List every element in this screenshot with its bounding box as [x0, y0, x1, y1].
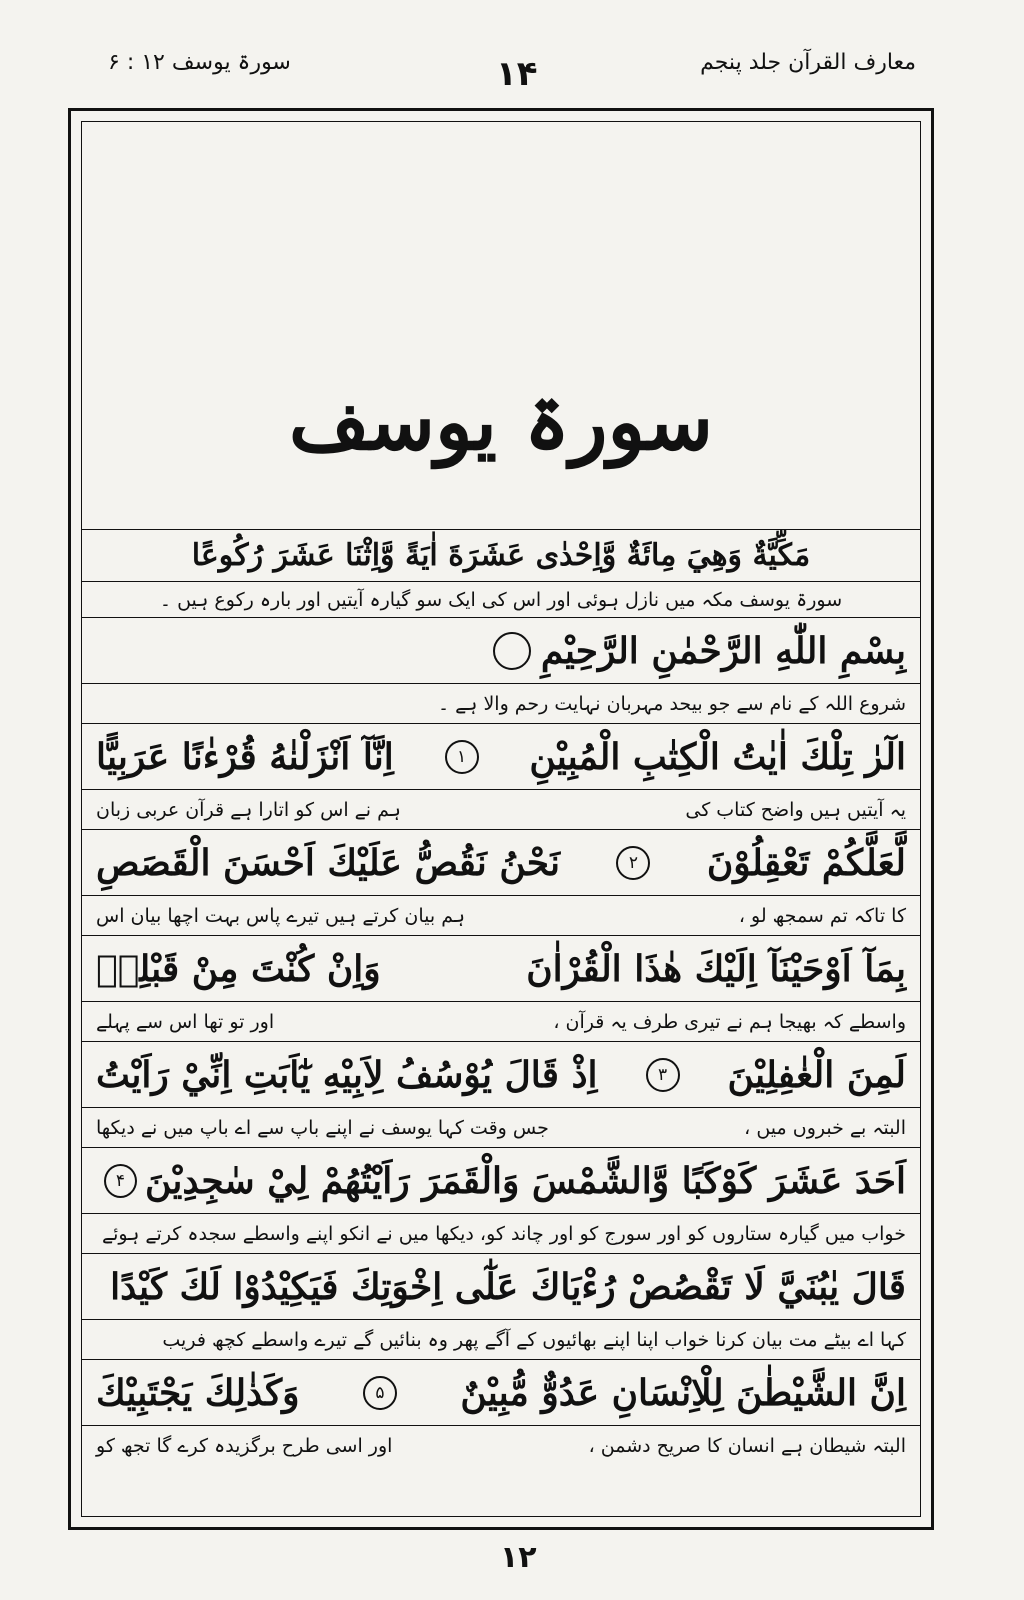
verse-urdu-part-b: ہم نے اس کو اتارا ہے قرآن عربی زبان — [96, 798, 401, 821]
verse-urdu-part-a: واسطے کہ بھیجا ہم نے تیری طرف یہ قرآن ، — [553, 1010, 906, 1033]
verse-number-marker: ۱ — [445, 740, 479, 774]
verse-arabic-row — [82, 1042, 920, 1108]
surah-title: سورۃ یوسف — [288, 377, 714, 468]
verse-urdu-row — [82, 1214, 920, 1254]
verse-arabic-part-a: الٓرٰ تِلْكَ اٰيٰتُ الْكِتٰبِ الْمُبِيْنِ — [529, 735, 906, 778]
verse-urdu-row — [82, 896, 920, 936]
verse-arabic-part-a: اِنَّ الشَّيْطٰنَ لِلْاِنْسَانِ عَدُوٌّ مُّبِيْنٌ — [460, 1371, 906, 1414]
book-title: معارف القرآن جلد پنجم — [700, 50, 916, 75]
verse-arabic-part-a: لَمِنَ الْغٰفِلِيْنَ — [727, 1053, 906, 1096]
verse-arabic-row — [82, 1148, 920, 1214]
verse-urdu-row — [82, 1426, 920, 1466]
verse-urdu-row — [82, 1320, 920, 1360]
bismillah-urdu-row — [82, 684, 920, 724]
verse-number-marker: ۳ — [646, 1058, 680, 1092]
verse-arabic-part-a: لَّعَلَّكُمْ تَعْقِلُوْنَ — [706, 841, 906, 884]
verse-urdu-part-a: کا تاکہ تم سمجھ لو ، — [738, 904, 906, 927]
intro-urdu: سورۃ یوسف مکہ میں نازل ہوئی اور اس کی ایک سو گیارہ آیتیں اور بارہ رکوع ہیں ۔ — [159, 588, 843, 611]
verse-number-marker: ۴ — [104, 1164, 137, 1198]
verse-arabic-row — [82, 724, 920, 790]
page-frame — [68, 108, 934, 1530]
intro-urdu-row — [82, 582, 920, 618]
bismillah-urdu: شروع اللہ کے نام سے جو بیحد مہربان نہایت رحم والا ہے ۔ — [437, 692, 906, 715]
verse-urdu-part-b: ہم بیان کرتے ہیں تیرے پاس بہت اچھا بیان اس — [96, 904, 465, 927]
verse-end-circle-icon — [493, 632, 531, 670]
verse-urdu-part-b: اور اسی طرح برگزیدہ کرے گا تجھ کو — [96, 1435, 393, 1457]
verse-urdu-part-a: البتہ شیطان ہے انسان کا صریح دشمن ، — [588, 1435, 906, 1457]
intro-arabic-row — [82, 530, 920, 582]
verse-table — [82, 529, 920, 1466]
verse-arabic-part-b: وَاِنْ كُنْتَ مِنْ قَبْلِهٖ — [96, 947, 381, 990]
verse-arabic-part-b: اِنَّآ اَنْزَلْنٰهُ قُرْءٰنًا عَرَبِيًّا — [96, 735, 394, 778]
page-number: ۱۴ — [496, 54, 538, 94]
verse-urdu-part-b: جس وقت کہا یوسف نے اپنے باپ سے اے باپ میں نے دیکھا — [96, 1116, 549, 1139]
verse-urdu-row — [82, 790, 920, 830]
verse-arabic-part-a: اَحَدَ عَشَرَ كَوْكَبًا وَّالشَّمْسَ وَالْقَمَرَ رَاَيْتُهُمْ لِيْ سٰجِدِيْنَ — [145, 1159, 906, 1202]
inner-frame — [81, 121, 921, 1517]
verse-urdu-part-a: البتہ بے خبروں میں ، — [744, 1116, 906, 1139]
chapter-reference: سورۃ یوسف ۱۲ : ۶ — [108, 50, 291, 75]
verse-arabic-row — [82, 936, 920, 1002]
verse-number-marker: ۲ — [616, 846, 650, 880]
verse-urdu-part-a: خواب میں گیارہ ستاروں کو اور سورج کو اور چاند کو، دیکھا میں نے انکو اپنے واسطے سجدہ کرتے ہوئے — [101, 1222, 906, 1245]
intro-arabic: مَكِّيَّةٌ وَهِيَ مِائَةٌ وَّاِحْدٰى عَشَرَةَ اٰيَةً وَّاِثْنَا عَشَرَ رُكُوعًا — [191, 538, 811, 573]
verse-arabic-part-b: نَحْنُ نَقُصُّ عَلَيْكَ اَحْسَنَ الْقَصَصِ — [96, 841, 561, 884]
page-header — [0, 0, 1024, 110]
verse-arabic-row — [82, 1254, 920, 1320]
bismillah-arabic: بِسْمِ اللّٰهِ الرَّحْمٰنِ الرَّحِيْمِ — [540, 629, 906, 672]
verse-urdu-row — [82, 1002, 920, 1042]
verse-arabic-part-b: اِذْ قَالَ يُوْسُفُ لِاَبِيْهِ يٰٓاَبَتِ اِنِّيْ رَاَيْتُ — [96, 1053, 598, 1096]
bismillah-row — [82, 618, 920, 684]
verse-arabic-row — [82, 830, 920, 896]
verse-arabic-part-a: بِمَآ اَوْحَيْنَآ اِلَيْكَ هٰذَا الْقُرْاٰنَ — [526, 947, 906, 990]
verse-urdu-part-a: یہ آیتیں ہیں واضح کتاب کی — [685, 798, 906, 821]
verse-urdu-part-a: کہا اے بیٹے مت بیان کرنا خواب اپنا اپنے بھائیوں کے آگے پھر وہ بنائیں گے تیرے واسطے کچھ فریب — [162, 1328, 906, 1351]
para-marker: ۱۲ — [500, 1540, 537, 1575]
verse-urdu-part-b: اور تو تھا اس سے پہلے — [96, 1010, 275, 1033]
verse-arabic-row — [82, 1360, 920, 1426]
verse-number-marker: ۵ — [363, 1376, 397, 1410]
verse-arabic-part-a: قَالَ يٰبُنَيَّ لَا تَقْصُصْ رُءْيَاكَ عَلٰٓى اِخْوَتِكَ فَيَكِيْدُوْا لَكَ كَيْدًا — [110, 1265, 906, 1308]
verse-urdu-row — [82, 1108, 920, 1148]
verse-arabic-part-b: وَكَذٰلِكَ يَجْتَبِيْكَ — [96, 1371, 300, 1414]
